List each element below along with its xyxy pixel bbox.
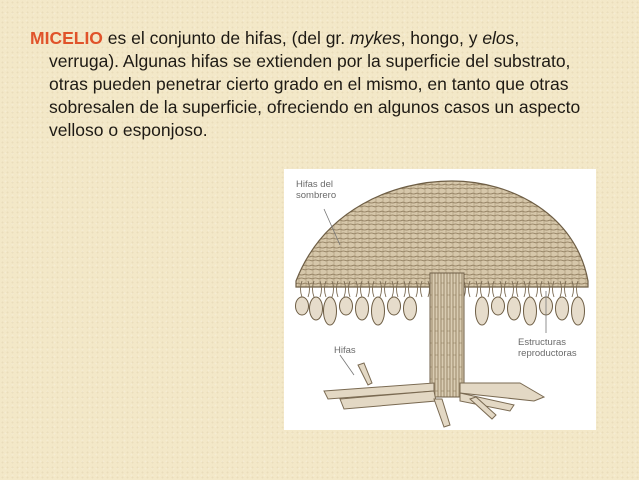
paragraph-line-3: otras pueden penetrar cierto grado en el mismo, en tanto que otras	[49, 74, 569, 94]
mushroom-stem	[430, 273, 464, 397]
text-segment: ,	[514, 28, 520, 48]
mycelium-illustration	[284, 169, 596, 430]
reproductive-sac	[404, 297, 417, 320]
text-segment: es el conjunto de hifas, (del gr.	[102, 28, 351, 48]
mushroom-cap	[296, 181, 588, 287]
definition-paragraph	[30, 27, 620, 142]
reproductive-sac	[492, 297, 505, 315]
reproductive-sac	[296, 297, 309, 315]
reproductive-sac	[356, 297, 369, 320]
label-hyphae: Hifas	[334, 345, 356, 356]
reproductive-sac	[372, 297, 385, 325]
reproductive-sac	[388, 297, 401, 315]
reproductive-sac	[324, 297, 337, 325]
reproductive-sac	[340, 297, 353, 315]
label-repro-line2: reproductoras	[518, 348, 577, 359]
reproductive-sac	[524, 297, 537, 325]
paragraph-line-2: verruga). Algunas hifas se extienden por la superficie del substrato,	[49, 51, 571, 71]
label-cap-hyphae-line2: sombrero	[296, 190, 337, 201]
greek-word-mykes: mykes	[350, 28, 401, 48]
label-cap-hyphae-line1: Hifas del	[296, 179, 333, 190]
term-micelio: MICELIO	[30, 28, 103, 48]
label-cap-hyphae	[296, 179, 336, 201]
reproductive-sac	[556, 297, 569, 320]
label-repro-line1: Estructuras	[518, 337, 567, 348]
reproductive-sac	[508, 297, 521, 320]
paragraph-line-1	[30, 27, 620, 50]
mushroom-hyphae-diagram	[284, 169, 596, 430]
reproductive-sac	[476, 297, 489, 325]
text-segment: , hongo, y	[400, 28, 483, 48]
label-reproductive-structures	[518, 337, 577, 359]
greek-word-elos: elos	[482, 28, 515, 48]
paragraph-line-5: velloso o esponjoso.	[49, 120, 208, 140]
reproductive-sac	[310, 297, 323, 320]
paragraph-line-4: sobresalen de la superficie, ofreciendo en algunos casos un aspecto	[49, 97, 581, 117]
reproductive-sac	[572, 297, 585, 325]
